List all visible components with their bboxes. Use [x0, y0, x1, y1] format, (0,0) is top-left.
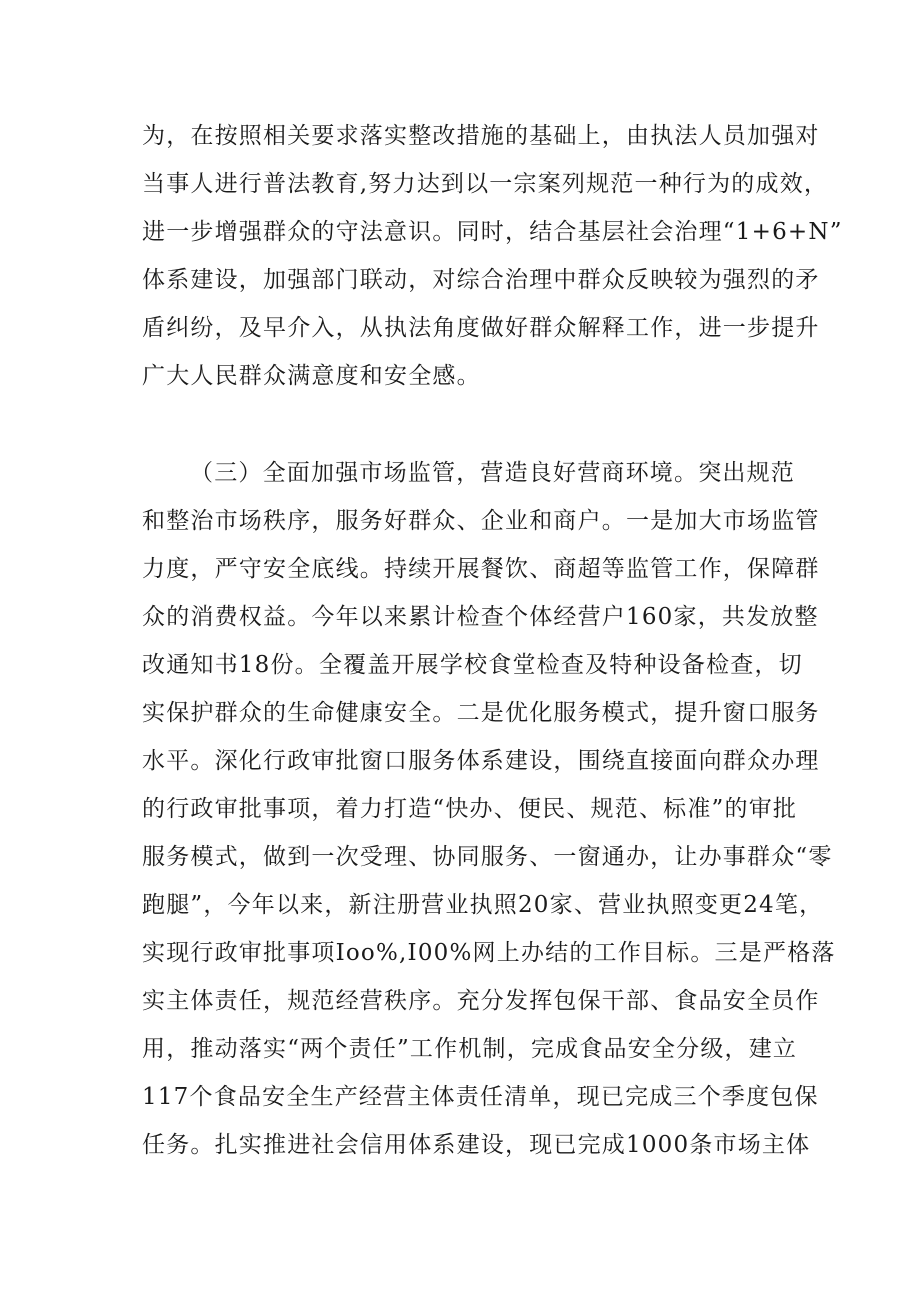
paragraph-1-line: 盾纠纷，及早介入，从执法角度做好群众解释工作，进一步提升: [142, 315, 820, 341]
paragraph-1-line: 进一步增强群众的守法意识。同时，结合基层社会治理“1+6+N”: [142, 219, 843, 245]
paragraph-2-line: 改通知书18份。全覆盖开展学校食堂检查及特种设备检查，切: [142, 652, 803, 678]
paragraph-2-line: 跑腿”，今年以来，新注册营业执照20家、营业执照变更24笔，: [142, 892, 824, 918]
paragraph-2-line: 任务。扎实推进社会信用体系建设，现已完成1000条市场主体: [142, 1132, 811, 1158]
paragraph-2-line: 实现行政审批事项Ioo%,I00%网上办结的工作目标。三是严格落: [142, 940, 836, 966]
paragraph-2-line: 众的消费权益。今年以来累计检查个体经营户160家，共发放整: [142, 604, 819, 630]
paragraph-1-line: 为，在按照相关要求落实整改措施的基础上，由执法人员加强对: [142, 123, 820, 149]
paragraph-1-line: 体系建设，加强部门联动，对综合治理中群众反映较为强烈的矛: [142, 267, 820, 293]
paragraph-2-line: 117个食品安全生产经营主体责任清单，现已完成三个季度包保: [142, 1084, 819, 1110]
paragraph-2-line: 服务模式，做到一次受理、协同服务、一窗通办，让办事群众“零: [142, 844, 833, 870]
paragraph-2-heading-line: （三）全面加强市场监管，营造良好营商环境。突出规范: [190, 460, 795, 486]
paragraph-2-line: 力度，严守安全底线。持续开展餐饮、商超等监管工作，保障群: [142, 556, 820, 582]
paragraph-2-line: 的行政审批事项，着力打造“快办、便民、规范、标准”的审批: [142, 796, 798, 822]
paragraph-1-line: 广大人民群众满意度和安全感。: [142, 363, 481, 389]
paragraph-1-line: 当事人进行普法教育,努力达到以一宗案列规范一种行为的成效，: [142, 171, 829, 197]
paragraph-2-line: 和整治市场秩序，服务好群众、企业和商户。一是加大市场监管: [142, 508, 820, 534]
paragraph-2-line: 实主体责任，规范经营秩序。充分发挥包保干部、食品安全员作: [142, 988, 820, 1014]
paragraph-2-line: 水平。深化行政审批窗口服务体系建设，围绕直接面向群众办理: [142, 748, 820, 774]
paragraph-2-line: 实保护群众的生命健康安全。二是优化服务模式，提升窗口服务: [142, 700, 820, 726]
paragraph-2-line: 用，推动落实“两个责任”工作机制，完成食品安全分级，建立: [142, 1036, 798, 1062]
